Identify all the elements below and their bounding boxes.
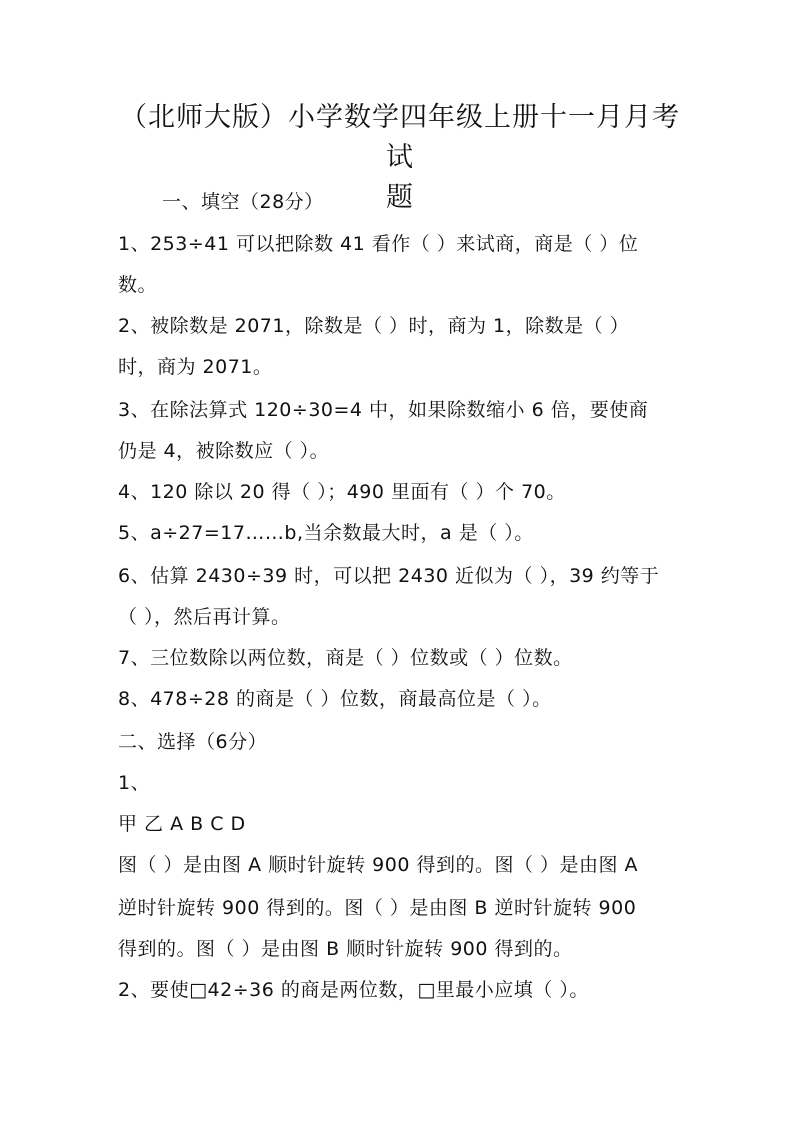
question-line: 数。 (118, 274, 158, 296)
question-line: 4、120 除以 20 得（ ）；490 里面有（ ）个 70。 (118, 481, 566, 503)
question-line: 6、估算 2430÷39 时，可以把 2430 近似为（ ），39 约等于 (118, 565, 660, 587)
question-line: 5、a÷27=17……b,当余数最大时，a 是（ ）。 (118, 522, 534, 544)
question-line: 8、478÷28 的商是（ ）位数，商最高位是（ ）。 (118, 688, 552, 710)
question-line: 3、在除法算式 120÷30=4 中，如果除数缩小 6 倍，要使商 (118, 399, 649, 421)
question-line: （ ），然后再计算。 (118, 606, 291, 628)
section-heading-choice: 二、选择（6分） (118, 731, 268, 753)
question-line: 逆时针旋转 900 得到的。图（ ）是由图 B 逆时针旋转 900 (118, 897, 637, 919)
question-line: 1、253÷41 可以把除数 41 看作（ ）来试商，商是（ ）位 (118, 233, 639, 255)
question-line: 7、三位数除以两位数，商是（ ）位数或（ ）位数。 (118, 647, 573, 669)
title-line-2: 题 (386, 182, 414, 213)
question-line: 图（ ）是由图 A 顺时针旋转 900 得到的。图（ ）是由图 A (118, 854, 639, 876)
section-heading-fill-in: 一、填空（28分） (162, 191, 324, 213)
question-line: 得到的。图（ ）是由图 B 顺时针旋转 900 得到的。 (118, 938, 573, 960)
title-line-1: （北师大版）小学数学四年级上册十一月月考试 (120, 102, 680, 173)
question-line: 仍是 4，被除数应（ ）。 (118, 440, 330, 462)
figure-labels: 甲 乙 A B C D (118, 813, 246, 835)
question-line: 时，商为 2071。 (118, 356, 273, 378)
question-line: 2、要使□42÷36 的商是两位数，□里最小应填（ ）。 (118, 979, 589, 1001)
question-line: 1、 (118, 772, 151, 794)
question-line: 2、被除数是 2071，除数是（ ）时，商为 1，除数是（ ） (118, 315, 630, 337)
